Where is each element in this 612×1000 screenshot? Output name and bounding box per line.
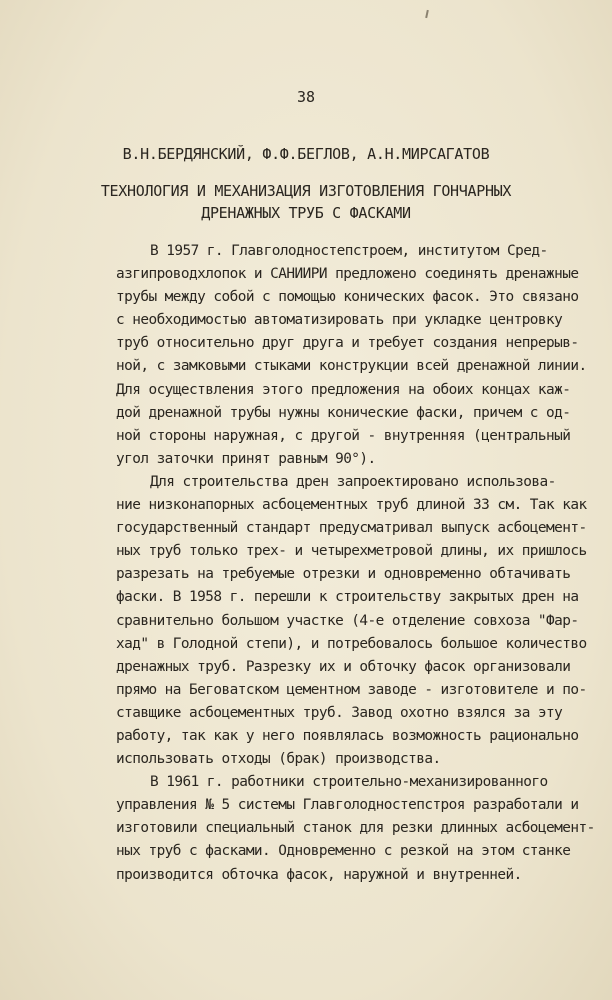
paragraph-line: управления № 5 системы Главголодностепстроя разработали и [116, 797, 579, 814]
paragraph-line: работу, так как у него появлялась возможность рационально [116, 727, 579, 744]
paragraph-line: использовать отходы (брак) производства. [116, 751, 441, 768]
paragraph-line: трубы между собой с помощью конических фасок. Это связано [116, 289, 579, 306]
paragraph-line: изготовили специальный станок для резки длинных асбоцемент- [116, 820, 595, 837]
paragraph-line: ных труб с фасками. Одновременно с резкой на этом станке [116, 843, 571, 860]
paragraph-line: азгипроводхлопок и САНИИРИ предложено соединять дренажные [116, 266, 579, 283]
paragraph-line: дой дренажной трубы нужны конические фаски, причем с од- [116, 404, 571, 421]
page-number: 38 [296, 88, 316, 106]
paragraph-line: труб относительно друг друга и требует создания непрерыв- [116, 335, 579, 352]
paragraph-line: государственный стандарт предусматривал выпуск асбоцемент- [116, 520, 587, 537]
paragraph-line: ние низконапорных асбоцементных труб длиной 33 см. Так как [116, 497, 587, 514]
paragraph-line: Для строительства дрен запроектировано использова- [150, 473, 556, 490]
authors: В.Н.БЕРДЯНСКИЙ, Ф.Ф.БЕГЛОВ, А.Н.МИРСАГАТОВ [122, 145, 490, 163]
paragraph-line: прямо на Беговатском цементном заводе - изготовителе и по- [116, 681, 587, 698]
paragraph-line: сравнительно большом участке (4-е отделение совхоза "Фар- [116, 612, 579, 629]
paragraph-line: производится обточка фасок, наружной и внутренней. [116, 866, 522, 883]
title-line: ДРЕНАЖНЫХ ТРУБ С ФАСКАМИ [201, 204, 411, 222]
paragraph-line: фаски. В 1958 г. перешли к строительству закрытых дрен на [116, 589, 579, 606]
pen-mark [425, 10, 429, 18]
paragraph-line: ной стороны наружная, с другой - внутренняя (центральный [116, 427, 571, 444]
article-title [0, 180, 612, 224]
paragraph-line: ных труб только трех- и четырехметровой длины, их пришлось [116, 543, 587, 560]
paragraph-line: В 1961 г. работники строительно-механизированного [150, 774, 548, 791]
body-text [116, 240, 606, 887]
paragraph-line: Для осуществления этого предложения на обоих концах каж- [116, 381, 571, 398]
paragraph-line: угол заточки принят равным 90°). [116, 450, 376, 467]
paragraph-line: ставщике асбоцементных труб. Завод охотно взялся за эту [116, 704, 563, 721]
paragraph-line: В 1957 г. Главголодностепстроем, институтом Сред- [150, 243, 548, 259]
paragraph-line: ной, с замковыми стыками конструкции всей дренажной линии. [116, 358, 587, 375]
paragraph-line: дренажных труб. Разрезку их и обточку фасок организовали [116, 658, 571, 675]
paragraph-line: хад" в Голодной степи), и потребовалось большое количество [116, 635, 587, 652]
paragraph-line: разрезать на требуемые отрезки и одновременно обтачивать [116, 566, 571, 583]
title-line: ТЕХНОЛОГИЯ И МЕХАНИЗАЦИЯ ИЗГОТОВЛЕНИЯ ГОНЧАРНЫХ [100, 182, 512, 200]
paragraph-line: с необходимостью автоматизировать при укладке центровку [116, 312, 563, 329]
